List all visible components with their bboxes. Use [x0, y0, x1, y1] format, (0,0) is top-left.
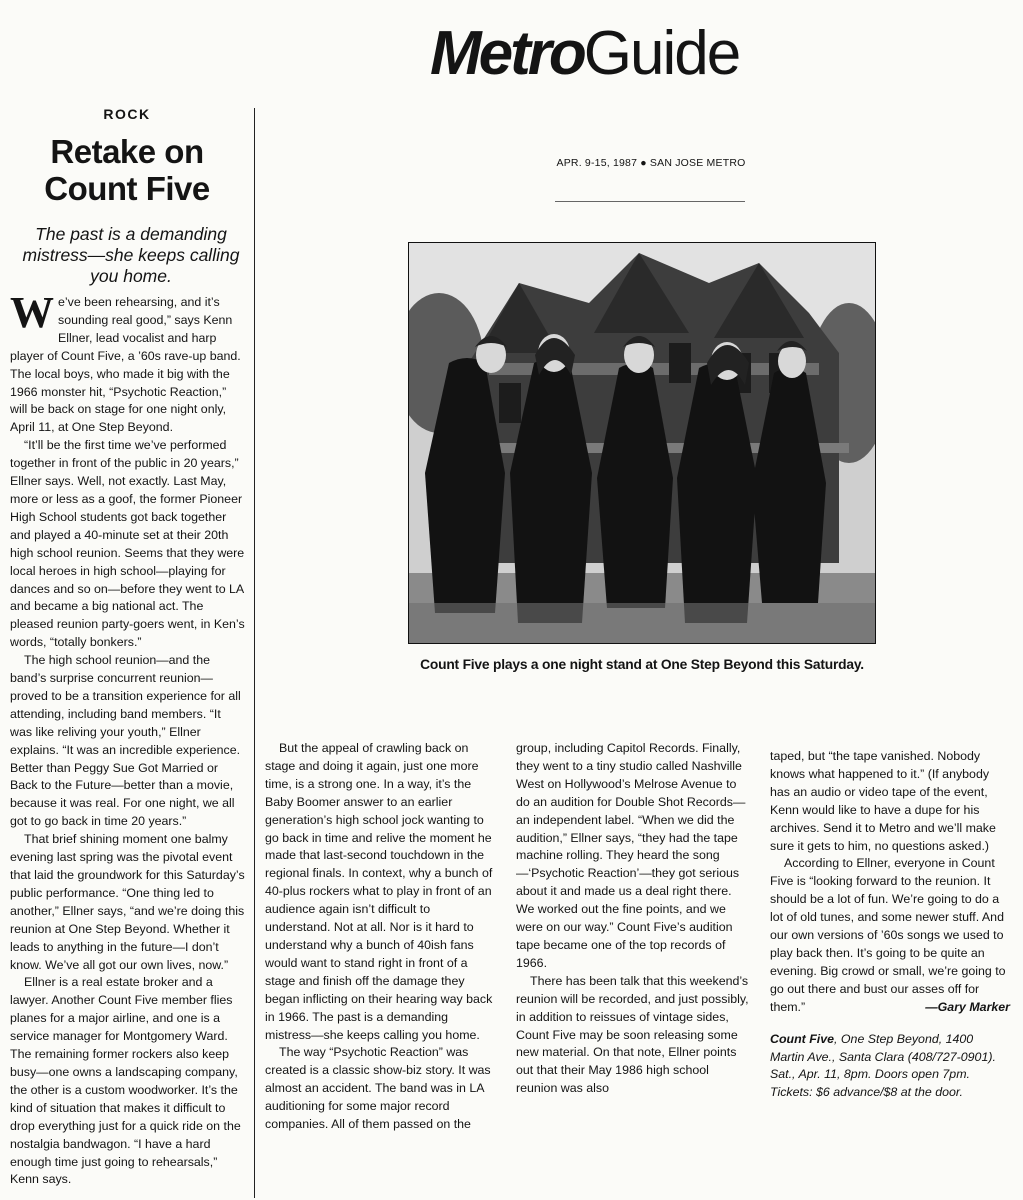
dateline-rule [555, 201, 745, 202]
article-column-2 [265, 740, 495, 1134]
section-kicker: ROCK [103, 106, 151, 122]
article-paragraph: We’ve been rehearsing, and it’s sounding real good,” says Kenn Ellner, lead vocalist and harp player of Count Five, a ’60s rave-up band. The local boys, who made it big with the 1966 monster hit, “Psychotic Reaction,” will be back on stage for one night only, April 11, at One Step Beyond. [10, 288, 241, 435]
byline: —Gary Marker [925, 999, 1010, 1014]
masthead-bold: Metro [430, 19, 584, 88]
dateline: APR. 9-15, 1987 ● SAN JOSE METRO [556, 157, 746, 169]
article-paragraph: taped, but “the tape vanished. Nobody knows what happened to it.” (If anybody has an audio or video tape of the event, Kenn would like to have a dupe for his archives. Send it to Metro and we’ll make sure it gets to him, no questions asked.) [770, 749, 996, 853]
article-column-4 [770, 748, 1010, 1102]
event-name: Count Five [770, 1031, 835, 1046]
event-info [770, 1031, 1010, 1103]
article-paragraph: There has been talk that this weekend’s reunion will be recorded, and just possibly, in addition to reissues of vintage sides, Count Five may be soon releasing some new material. On that note, Ellner points out that their May 1986 high school reunion was also [516, 973, 749, 1096]
article-column-3 [516, 740, 750, 1098]
article-paragraph: group, including Capitol Records. Finally, they went to a tiny studio called Nashville West on Hollywood’s Melrose Avenue to do an audition for Double Shot Records—an independent label. “When we did the audition,” Ellner says, “they had the tape machine rolling. They heard the song—‘Psychotic Reaction’—they got serious about it and made us a deal right there. We worked out the fine points, and we were on our way.” Count Five’s audition tape became one of the top records of 1966. [516, 741, 746, 970]
article-paragraph: According to Ellner, everyone in Count Five is “looking forward to the reunion. It should be a lot of fun. We’re going to do a lot of old tunes, and some newer stuff. And our own versions of ’60s songs we used to play back then. It’s going to be quite an evening. Big crowd or small, we’re going to go out there and bust our asses off for them.” —Gary Marker [770, 855, 1010, 1016]
photo-caption: Count Five plays a one night stand at One Step Beyond this Saturday. [420, 657, 864, 672]
deck: The past is a demanding mistress—she keeps calling you home. [22, 224, 240, 286]
masthead-logo [430, 14, 830, 94]
article-paragraph: Ellner is a real estate broker and a lawyer. Another Count Five member flies planes for a major airline, and one is a service manager for Montgomery Ward. The remaining former rockers also keep busy—one owns a landscaping company, the other is a custom woodworker. It’s the kind of situation that makes it difficult to drop everything just for a quick ride on the nostalgia bandwagon. “I have a hard enough time just going to rehearsals,” Kenn says. [10, 975, 241, 1187]
event-details: , One Step Beyond, 1400 Martin Ave., Santa Clara (408/727-0901). Sat., Apr. 11, 8pm. Doors open 7pm. Tickets: $6 advance/$8 at the door. [770, 1031, 996, 1100]
article-paragraph: That brief shining moment one balmy evening last spring was the pivotal event that laid the groundwork for this Saturday’s public performance. “One thing led to another,” Ellner says, “and we’re doing this reunion at One Step Beyond. Whether it leads to anything in the future—I don’t know. We’ve all got our own lives, now.” [10, 832, 245, 972]
article-paragraph: But the appeal of crawling back on stage and doing it again, just one more time, is a strong one. In a way, it’s the Baby Boomer answer to an earlier generation’s high school jock wanting to go back in time and relive the moment he made that last-second touchdown in the regional finals. In context, why a bunch of 40-plus rockers what to play in front of an audience again isn’t difficult to understand. Not at all. Nor is it hard to understand why a bunch of 40ish fans would want to stand right in front of a stage and finish off the damage they began inflicting on their hearing way back in 1966. The past is a demanding mistress—she keeps calling you home. [265, 741, 493, 1042]
article-paragraph: The high school reunion—and the band’s surprise concurrent reunion—proved to be a transition experience for all attending, including band members. “It was like reliving your youth,” Ellner explains. “It was an incredible experience. Better than Peggy Sue Got Married or Back to the Future—better than a movie, because it was real. For one night, we all got to go back in time 20 years.” [10, 653, 241, 829]
article-paragraph: “It’ll be the first time we’ve performed together in front of the public in 20 years,” Ellner says. Well, not exactly. Last May, more or less as a goof, the former Pioneer High School students got back together and played a 40-minute set at their 20th high school reunion. Seems that they were local heroes in high school—playing for dances and so on—before they went to LA and became a big national act. The pleased reunion party-goers went, in Ken’s words, “totally bonkers.” [10, 438, 245, 650]
band-photo [408, 242, 876, 644]
column-rule [254, 108, 255, 1198]
article-column-1 [10, 288, 246, 1189]
article-paragraph: The way “Psychotic Reaction” was created is a classic show-biz story. It was almost an accident. The band was in LA auditioning for some major record companies. All of them passed on the [265, 1045, 491, 1132]
drop-cap: W [10, 288, 54, 337]
headline: Retake on Count Five [44, 133, 210, 207]
masthead-light: Guide [583, 19, 740, 88]
